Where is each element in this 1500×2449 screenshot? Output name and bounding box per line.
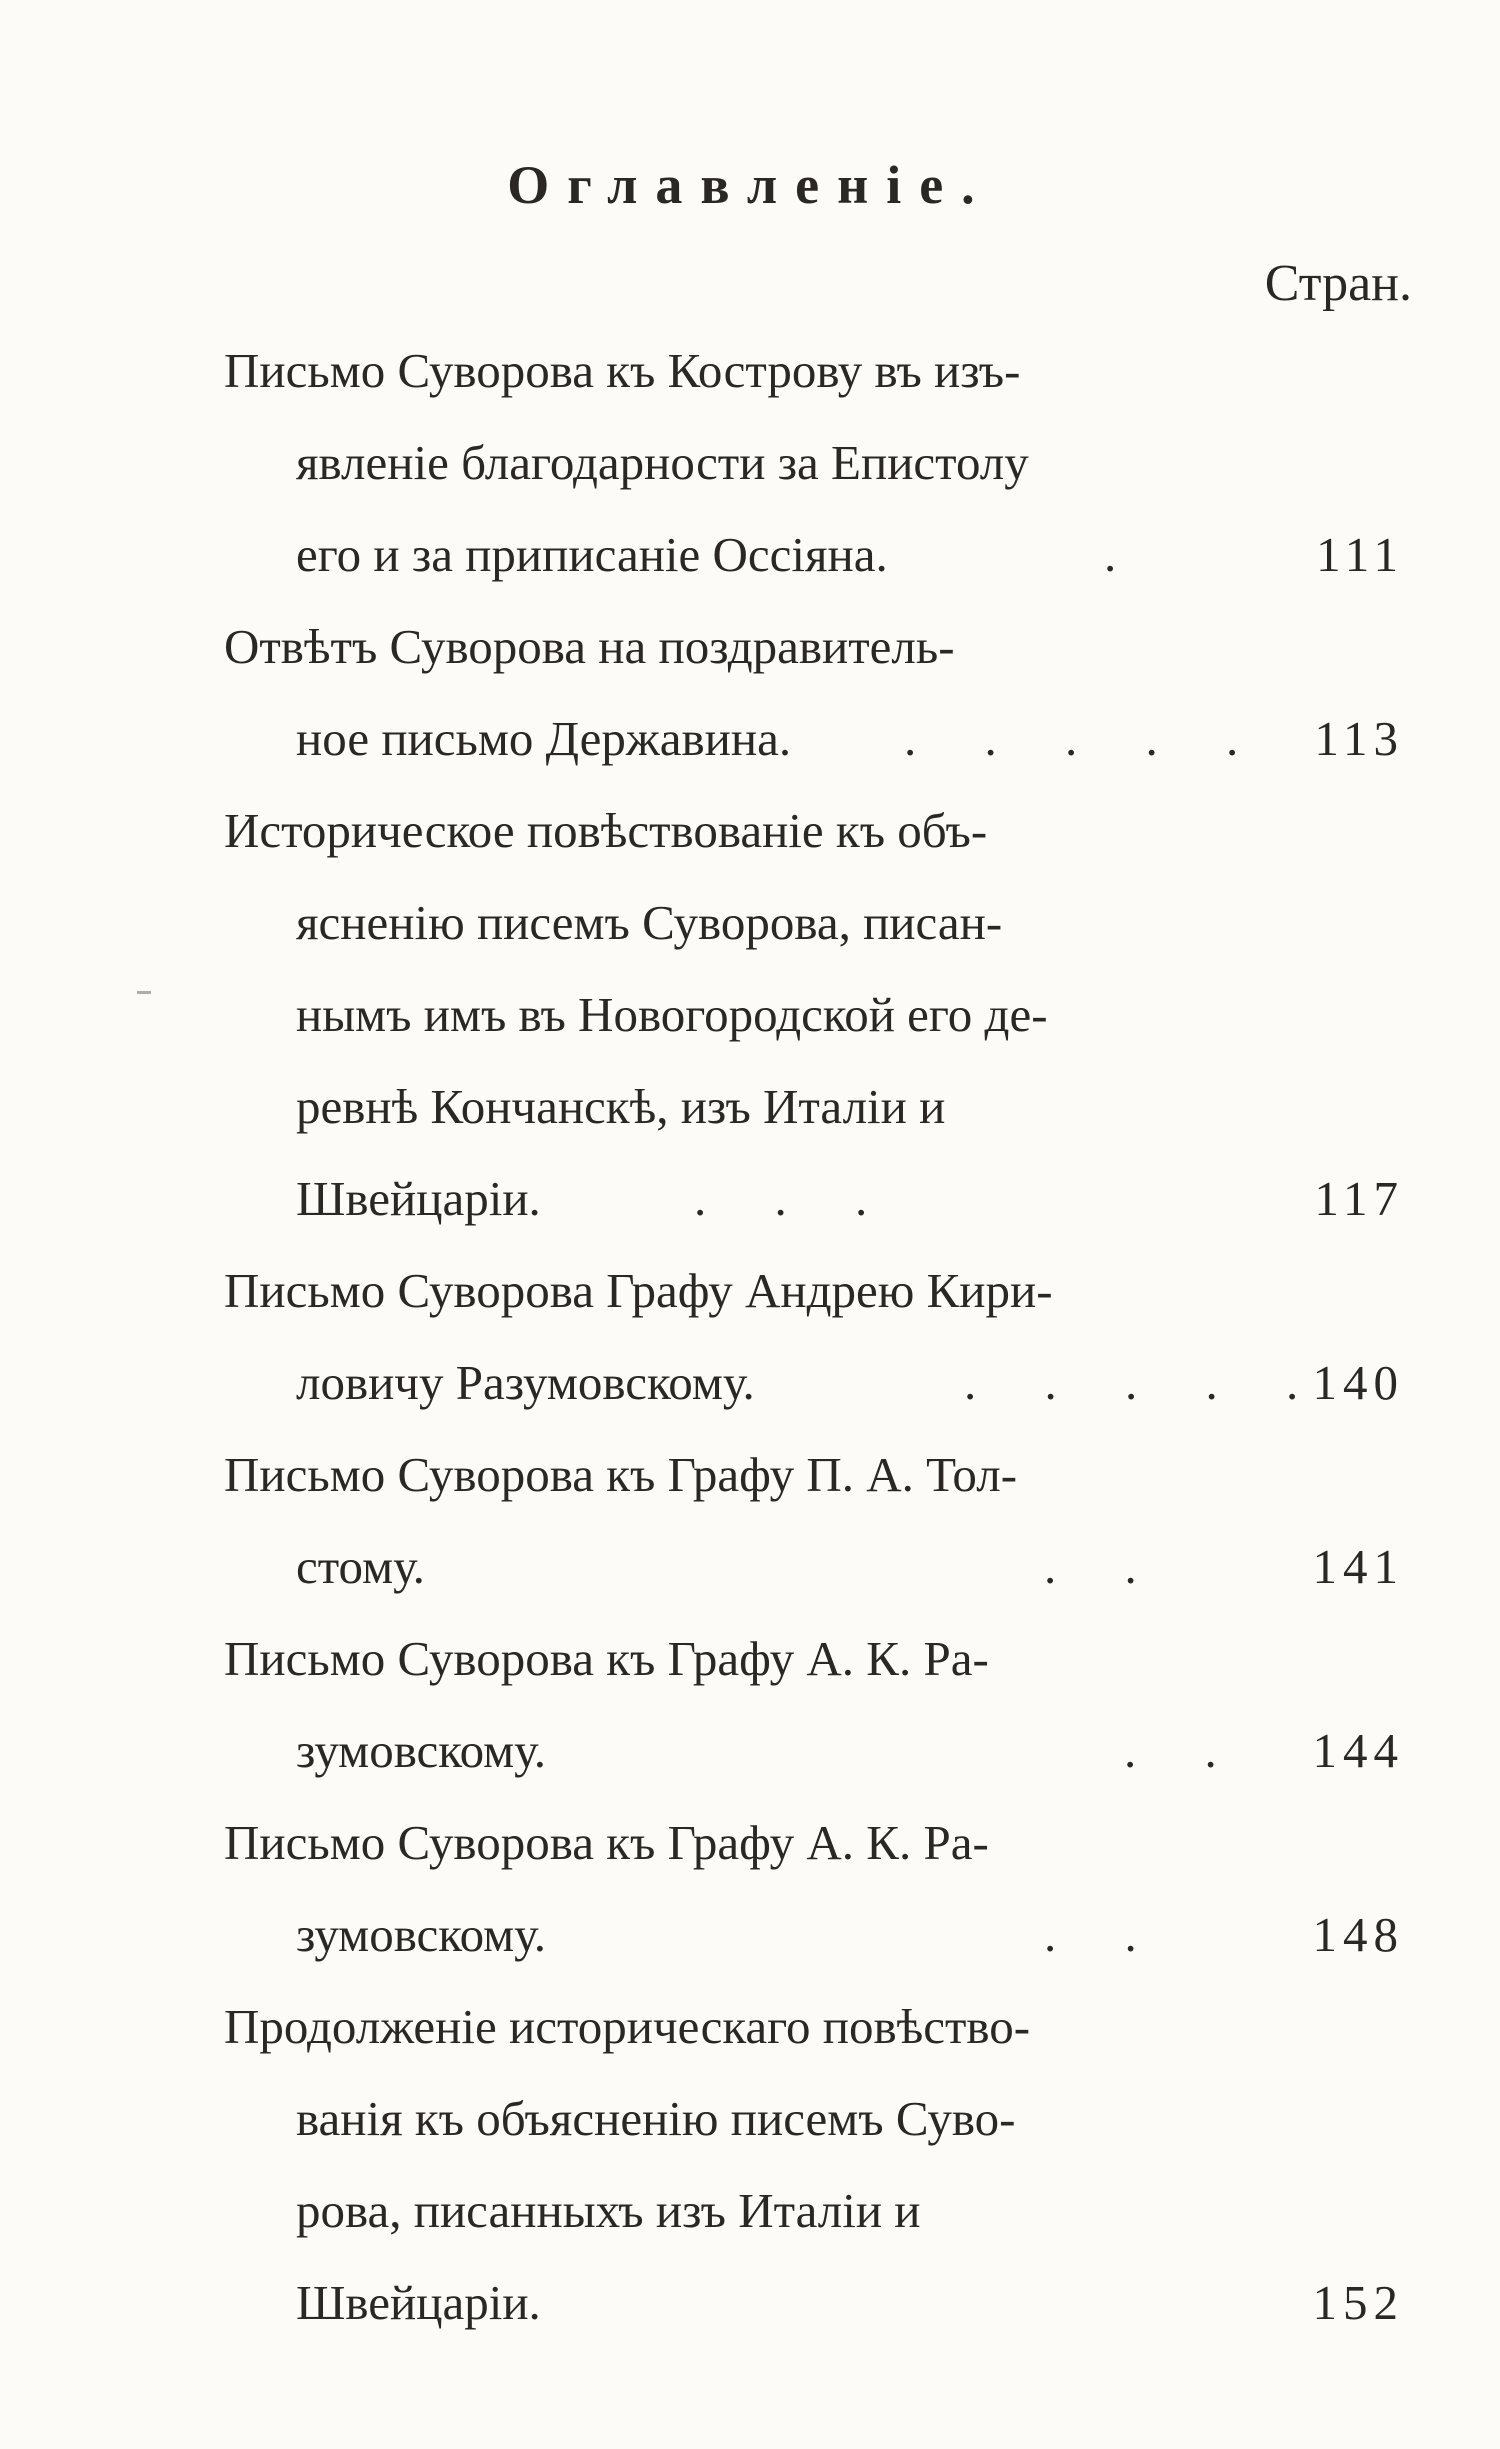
- toc-entry-line: ревнѣ Кончанскѣ, изъ Италіи и: [296, 1079, 946, 1134]
- toc-entry-line: ясненію писемъ Суворова, писан-: [296, 895, 1003, 950]
- toc-entry-line: ловичу Разумовскому. . . . . . 140: [224, 1337, 1404, 1429]
- toc-entry: [224, 1613, 1404, 1797]
- toc-entry: [224, 1981, 1404, 2349]
- toc-entry-line: Письмо Суворова къ Графу П. А. Тол-: [224, 1447, 1018, 1502]
- toc-entry-line: Продолженіе историческаго повѣство-: [224, 1999, 1031, 2054]
- table-of-contents: [224, 325, 1404, 2349]
- dot-leader: .: [1104, 527, 1145, 582]
- page-title: Оглавленіе.: [507, 155, 993, 215]
- toc-entry-line: зумовскому. . . 144: [224, 1705, 1404, 1797]
- page-number: 111: [1316, 527, 1404, 582]
- dot-leader: . . .: [694, 1171, 896, 1226]
- dot-leader: . . . . .: [964, 1355, 1327, 1410]
- toc-entry-line: ванія къ объясненію писемъ Суво-: [296, 2091, 1016, 2146]
- toc-entry: [224, 1245, 1404, 1429]
- page-number: 113: [1314, 711, 1404, 766]
- page-number: 144: [1312, 1723, 1404, 1778]
- page-number: 140: [1312, 1355, 1404, 1410]
- toc-entry-line: нымъ имъ въ Новогородской его де-: [296, 987, 1048, 1042]
- toc-entry: [224, 1429, 1404, 1613]
- toc-entry-line: ное письмо Державина. . . . . . 113: [224, 693, 1404, 785]
- page-number: 152: [1312, 2275, 1404, 2330]
- page-number: 117: [1314, 1171, 1404, 1226]
- toc-entry-line: рова, писанныхъ изъ Италіи и: [296, 2183, 921, 2238]
- toc-entry-line: Письмо Суворова къ Графу А. К. Ра-: [224, 1815, 989, 1870]
- dot-leader: . .: [1044, 1907, 1165, 1962]
- toc-entry-line: Письмо Суворова Графу Андрею Кири-: [224, 1263, 1053, 1318]
- dot-leader: . .: [1044, 1539, 1165, 1594]
- toc-entry-line: явленіе благодарности за Епистолу: [296, 435, 1029, 490]
- page-number: 141: [1312, 1539, 1404, 1594]
- toc-entry-line: Письмо Суворова къ Графу А. К. Ра-: [224, 1631, 989, 1686]
- toc-entry: [224, 785, 1404, 1245]
- paper-mark: [137, 991, 151, 994]
- page-number: 148: [1312, 1907, 1404, 1962]
- dot-leader: . .: [1124, 1723, 1245, 1778]
- dot-leader: . . . . .: [904, 711, 1267, 766]
- toc-entry-line: зумовскому. . . 148: [224, 1889, 1404, 1981]
- toc-entry-line: Письмо Суворова къ Кострову въ изъ-: [224, 343, 1021, 398]
- toc-entry-line: Швейцаріи. . . . 117: [224, 1153, 1404, 1245]
- toc-entry-line: его и за приписаніе Оссіяна. . 111: [224, 509, 1404, 601]
- toc-entry: [224, 325, 1404, 601]
- toc-entry-line: Швейцаріи. 152: [224, 2257, 1404, 2349]
- toc-entry: [224, 601, 1404, 785]
- toc-entry-line: стому. . . 141: [224, 1521, 1404, 1613]
- toc-entry-line: Отвѣтъ Суворова на поздравитель-: [224, 619, 955, 674]
- toc-entry: [224, 1797, 1404, 1981]
- page-column-label: Стран.: [1264, 255, 1412, 312]
- toc-entry-line: Историческое повѣствованіе къ объ-: [224, 803, 988, 858]
